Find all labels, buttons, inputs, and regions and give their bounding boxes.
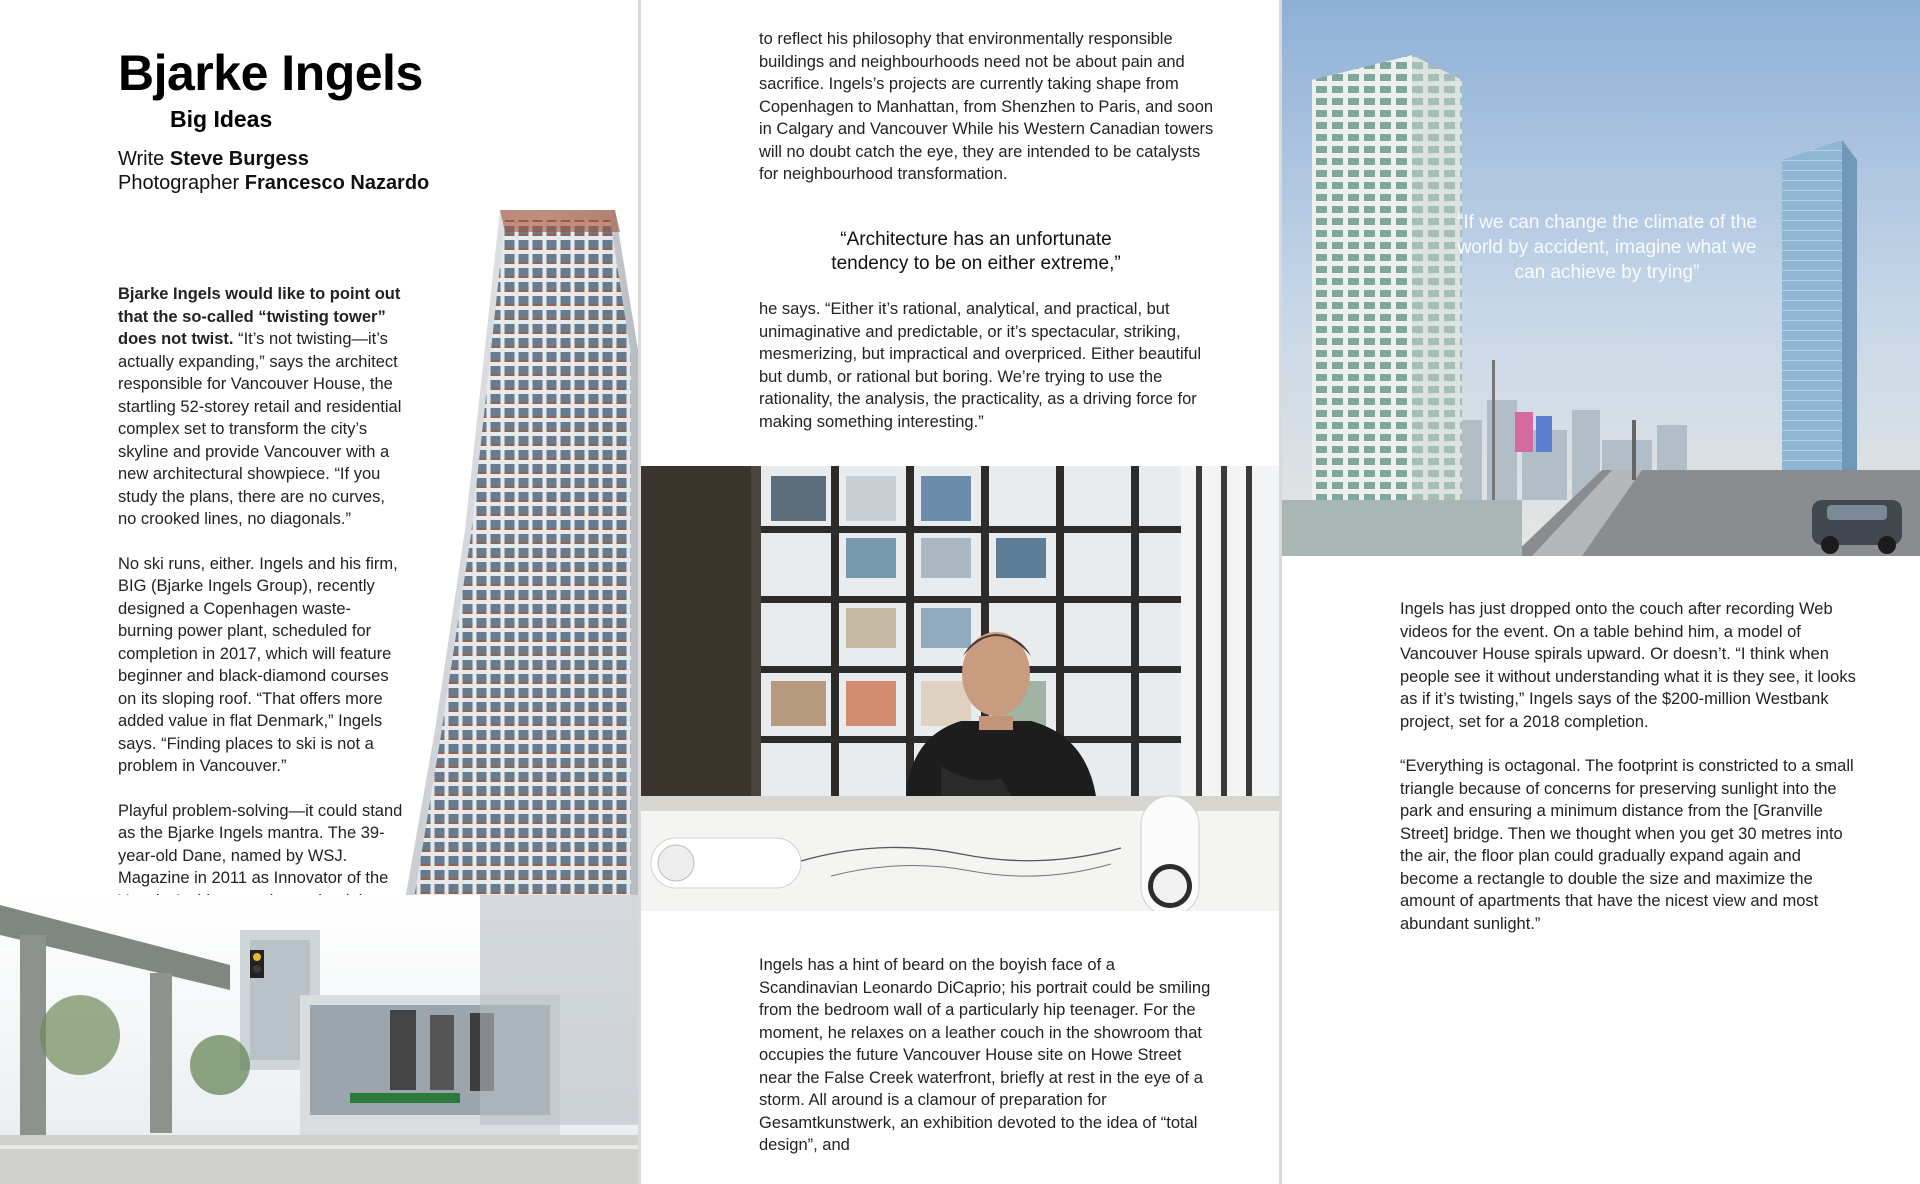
paragraph-philosophy: to reflect his philosophy that environmentally responsible buildings and neighbourhoods need not be about pain and sacrifice. Ingels’s projects are currently taking shape from Copenhagen to Manhattan, from Shenzhen to Paris, and soon in Calgary and Vancouver While his Western Canadian towers will no doubt catch the eye, they are intended to be catalysts for neighbourhood transformation. (759, 30, 1214, 183)
paragraph-mantra: Playful problem-solving—it could stand as the Bjarke Ingels mantra. The 39-year-old Dane, named by WSJ. Magazine in 2011 as Innovator of the (118, 801, 403, 887)
article-subtitle: Big Ideas (170, 106, 273, 132)
intro-rest: “It’s not twisting—it’s actually expanding,” says the architect responsible for Vancouver House, the startling 52-storey retail and residential complex set to transform the city’s skyline and provide Vancouver with a new architectural showpiece. “If you study the plans, there are no curves, no crooked lines, no diagonals.” (118, 330, 402, 528)
page-right (1282, 0, 1920, 1184)
writer-label: Write (118, 148, 165, 170)
lead-sentence: Bjarke Ingels would like to point out that the so-called “twisting tower” does not twist. (118, 285, 401, 348)
page-left (0, 0, 638, 1184)
photographer-credit (118, 172, 429, 195)
left-column-text (118, 283, 403, 957)
pull-quote: “Architecture has an unfortunate tendency to be on either extreme,” (831, 229, 1121, 274)
right-column-text (1400, 598, 1860, 957)
paragraph-extreme: he says. “Either it’s rational, analytical, and practical, but unimaginative and predictable, or it’s spectacular, striking, mesmerizing, but impractical and overpriced. Either beautiful but dumb, or rational but boring. We’re trying to use the rationality, the analysis, the practicality, as a driving force for making something interesting.” (759, 300, 1202, 431)
photographer-label: Photographer (118, 172, 240, 194)
middle-column-top (759, 28, 1214, 208)
intro-paragraph (118, 283, 403, 531)
article-title: Bjarke Ingels (118, 45, 423, 101)
paragraph-ski: No ski runs, either. Ingels and his firm, BIG (Bjarke Ingels Group), recently designed a Copenhagen waste-burning power plant, scheduled for completion in 2017, which will feature beginner and black-diamond courses on its sloping roof. “That offers more added value in flat Denmark,” Ingels says. “Finding places to ski is not a problem in Vancouver.” (118, 554, 398, 775)
writer-name: Steve Burgess (169, 148, 309, 170)
image-quote: “If we can change the climate of the world by accident, imagine what we can achieve by trying” (1457, 212, 1757, 283)
paragraph-octagonal: “Everything is octagonal. The footprint is constricted to a small triangle because of concerns for preserving sunlight into the park and ensuring a minimum distance from the [Granville Street] bridge. Then we thought when you get 30 metres into the air, the floor plan could gradually expand again and become a rectangle to double the size and maximize the amount of apartments that have the nicest view and most abundant sunlight.” (1400, 757, 1854, 933)
middle-column-quote-text (759, 298, 1219, 455)
photographer-name: Francesco Nazardo (244, 172, 430, 194)
middle-column-bottom (759, 954, 1214, 1179)
writer-credit (118, 148, 309, 171)
paragraph-portrait: Ingels has a hint of beard on the boyish face of a Scandinavian Leonardo DiCaprio; his portrait could be smiling from the bedroom wall of a particularly hip teenager. For the moment, he relaxes on a leather couch in the showroom that occupies the future Vancouver House site on Howe Street near the False Creek waterfront, briefly at rest in the eye of a storm. All around is a clamour of preparation for Gesamtkunstwerk, an exhibition devoted to the idea of “total design”, and (759, 956, 1211, 1154)
street-level-rendering (0, 895, 638, 1184)
page-middle (641, 0, 1279, 1184)
architect-portrait-photo (641, 466, 1279, 911)
paragraph-couch: Ingels has just dropped onto the couch after recording Web videos for the event. On a table behind him, a model of Vancouver House spirals upward. Or doesn’t. “I think when people see it without understanding what it is they see, it looks as if it’s twisting,” Ingels says of the $200-million Westbank project, set for a 2018 completion. (1400, 600, 1856, 731)
